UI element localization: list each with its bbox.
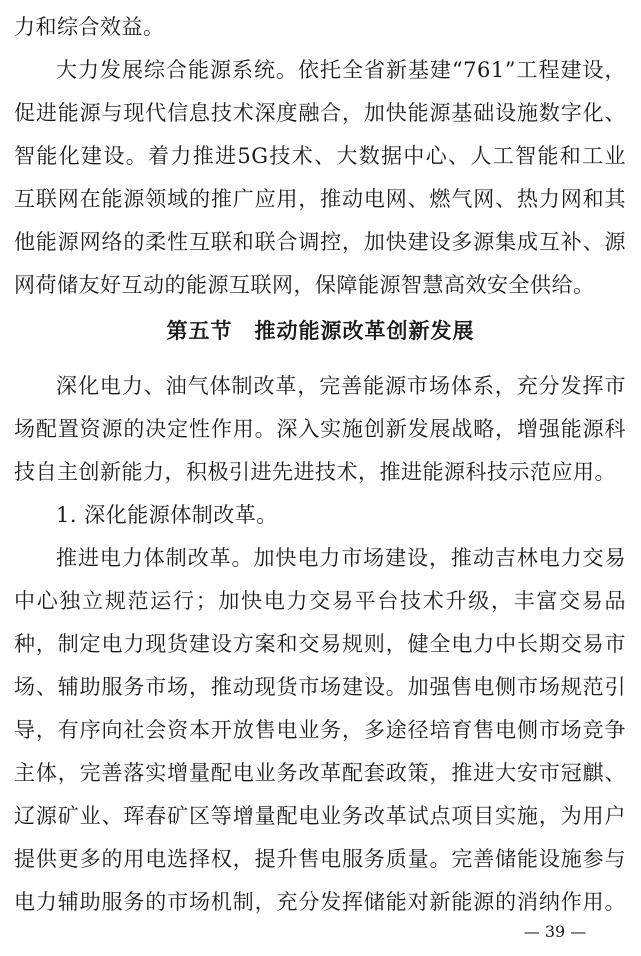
paragraph-line: 技自主创新能力，积极引进先进技术，推进能源科技示范应用。 <box>14 460 616 484</box>
paragraph-line: 主体，完善落实增量配电业务改革配套政策，推进大安市冠麒、 <box>14 761 626 785</box>
subsection-heading: 1. 深化能源体制改革。 <box>56 503 278 527</box>
paragraph-line: 网荷储友好互动的能源互联网，保障能源智慧高效安全供给。 <box>14 273 595 297</box>
paragraph-line: 场配置资源的决定性作用。深入实施创新发展战略，增强能源科 <box>14 417 626 441</box>
paragraph-line: 大力发展综合能源系统。依托全省新基建“761”工程建设， <box>56 58 626 82</box>
paragraph-line: 场、辅助服务市场，推动现货市场建设。加强售电侧市场规范引 <box>14 675 626 699</box>
section-number: 第五节 <box>166 319 233 343</box>
paragraph-line: 促进能源与现代信息技术深度融合，加快能源基础设施数字化、 <box>14 101 626 125</box>
paragraph-line: 他能源网络的柔性互联和联合调控，加快建设多源集成互补、源 <box>14 230 626 254</box>
section-title: 推动能源改革创新发展 <box>254 319 475 343</box>
paragraph-line: 电力辅助服务的市场机制，充分发挥储能对新能源的消纳作用。 <box>14 890 626 914</box>
paragraph-line: 中心独立规范运行；加快电力交易平台技术升级，丰富交易品 <box>14 589 626 613</box>
paragraph-line: 力和综合效益。 <box>14 15 165 39</box>
paragraph-line: 推进电力体制改革。加快电力市场建设，推动吉林电力交易 <box>56 546 626 570</box>
paragraph-line: 种，制定电力现货建设方案和交易规则，健全电力中长期交易市 <box>14 632 626 656</box>
paragraph-line: 智能化建设。着力推进5G技术、大数据中心、人工智能和工业 <box>14 144 626 168</box>
paragraph-line: 深化电力、油气体制改革，完善能源市场体系，充分发挥市 <box>56 374 626 398</box>
paragraph-line: 导，有序向社会资本开放售电业务，多途径培育售电侧市场竞争 <box>14 718 626 742</box>
paragraph-line: 互联网在能源领域的推广应用，推动电网、燃气网、热力网和其 <box>14 187 626 211</box>
paragraph-line: 辽源矿业、珲春矿区等增量配电业务改革试点项目实施，为用户 <box>14 804 626 828</box>
paragraph-line: 提供更多的用电选择权，提升售电服务质量。完善储能设施参与 <box>14 847 626 871</box>
section-heading <box>0 308 641 354</box>
page-number: — 39 — <box>523 922 587 941</box>
